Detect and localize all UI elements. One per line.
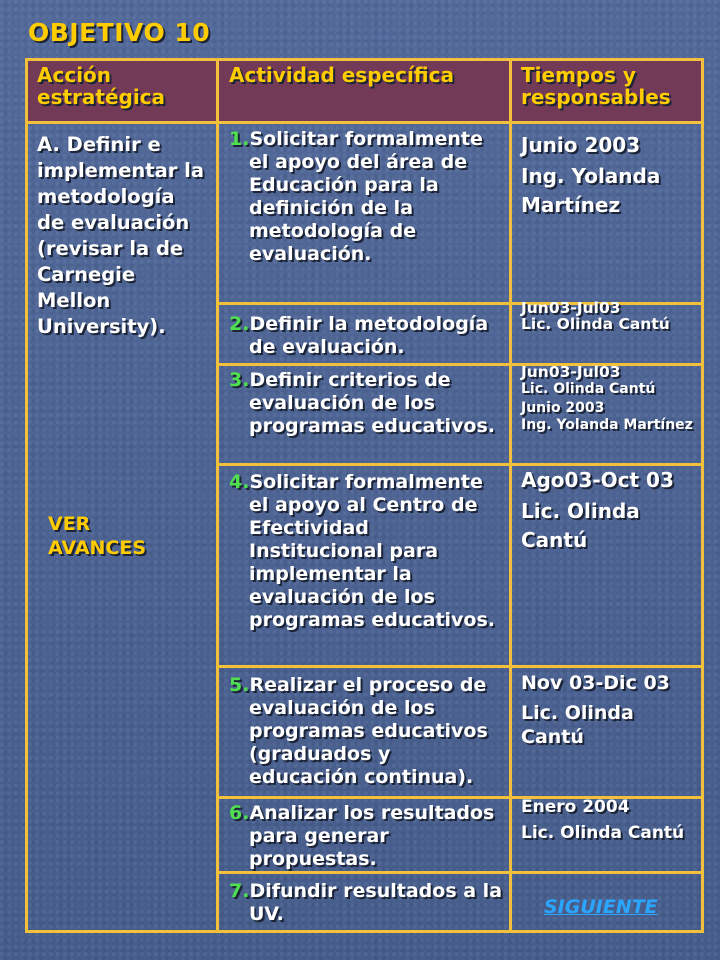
column-divider-1 <box>216 58 219 933</box>
header-tiempos: Tiempos y responsables <box>521 63 671 109</box>
activity-1-text: Solicitar formalmente el apoyo del área de Educación para la definición de la metodología de evaluación. <box>249 128 483 265</box>
tiempo-1-responsable: Ing. Yolanda Martínez <box>521 164 661 217</box>
tiempo-6-fecha: Enero 2004 <box>521 797 630 817</box>
activity-3 <box>229 369 504 438</box>
tiempo-4-responsable: Lic. Olinda Cantú <box>521 499 640 552</box>
tiempo-1-fecha: Junio 2003 <box>521 133 641 157</box>
tiempo-5-fecha: Nov 03-Dic 03 <box>521 672 670 694</box>
tiempo-4-fecha: Ago03-Oct 03 <box>521 468 674 492</box>
activity-2-number: 2. <box>229 313 250 335</box>
activity-1-number: 1. <box>229 128 250 150</box>
tiempo-3b-fecha: Junio 2003 <box>521 400 605 416</box>
tiempo-3b-responsable: Ing. Yolanda Martínez <box>521 417 693 433</box>
activity-7 <box>229 880 504 926</box>
activity-3-text: Definir criterios de evaluación de los programas educativos. <box>249 369 496 437</box>
tiempo-3a-responsable: Lic. Olinda Cantú <box>521 381 656 397</box>
activity-2 <box>229 313 504 359</box>
ver-avances-link[interactable]: VER AVANCES <box>48 513 147 559</box>
tiempo-6-responsable: Lic. Olinda Cantú <box>521 823 685 843</box>
header-accion: Acción estratégica <box>37 63 166 109</box>
page-title: OBJETIVO 10 <box>28 18 211 47</box>
activity-1 <box>229 128 504 266</box>
activity-6-number: 6. <box>229 802 250 824</box>
activity-6-text: Analizar los resultados para generar propuestas. <box>249 802 495 870</box>
activity-7-text: Difundir resultados a la UV. <box>249 880 503 925</box>
activity-4 <box>229 471 504 632</box>
activity-7-number: 7. <box>229 880 250 902</box>
tiempo-3a-fecha: Jun03-Jul03 <box>521 363 621 381</box>
siguiente-link[interactable]: SIGUIENTE <box>544 896 658 918</box>
activity-4-number: 4. <box>229 471 250 493</box>
row-divider-6 <box>216 871 704 874</box>
tiempo-2-fecha: Jun03-Jul03 <box>521 299 621 317</box>
activity-4-text: Solicitar formalmente el apoyo al Centro de Efectividad Institucional para implementar la evaluación de los programas educativos. <box>249 471 496 631</box>
activity-5-number: 5. <box>229 674 250 696</box>
accion-estrategica-text: A. Definir e implementar la metodología de evaluación (revisar la de Carnegie Mellon University). <box>37 133 205 338</box>
activity-5-text: Realizar el proceso de evaluación de los programas educativos (graduados y educación continua). <box>249 674 488 788</box>
tiempo-5-responsable: Lic. Olinda Cantú <box>521 702 634 748</box>
activity-2-text: Definir la metodología de evaluación. <box>249 313 489 358</box>
activity-3-number: 3. <box>229 369 250 391</box>
tiempo-3 <box>521 364 699 432</box>
activity-6 <box>229 802 504 871</box>
row-divider-4 <box>216 665 704 668</box>
tiempo-2-responsable: Lic. Olinda Cantú <box>521 315 670 333</box>
tiempo-4 <box>521 466 699 555</box>
activity-5 <box>229 674 504 789</box>
tiempo-6 <box>521 795 691 845</box>
header-divider <box>25 121 704 124</box>
header-actividad: Actividad específica <box>229 63 454 87</box>
tiempo-5 <box>521 671 691 749</box>
tiempo-2 <box>521 300 699 332</box>
column-divider-2 <box>509 58 512 933</box>
tiempo-1 <box>521 131 699 220</box>
